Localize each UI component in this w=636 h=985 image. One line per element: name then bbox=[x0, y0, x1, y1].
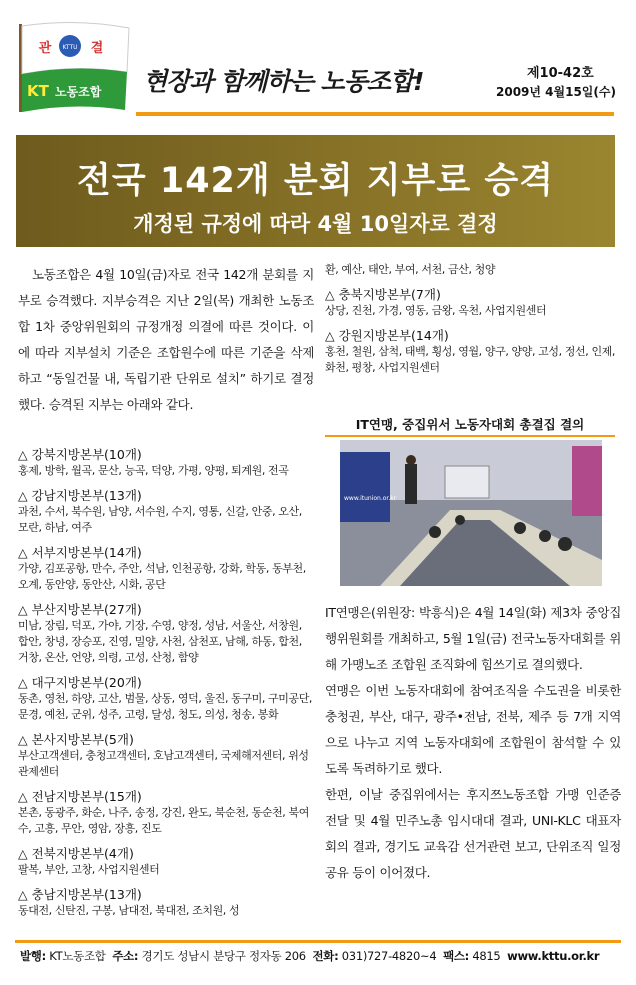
region-name: △ 강북지방본부(10개) bbox=[18, 447, 142, 462]
region-members: 가양, 김포공항, 만수, 주안, 석남, 인천공항, 강화, 학동, 동부천, 오계, 동안양, 동안산, 시화, 공단 bbox=[18, 562, 306, 591]
region-block bbox=[18, 731, 314, 780]
photo-banner-text: www.itunion.or.kr bbox=[344, 495, 397, 502]
issue-date: 2009년 4월15일(수) bbox=[496, 85, 616, 99]
region-members: 미남, 장림, 덕포, 가야, 기장, 수영, 양정, 성남, 서울산, 서창원, 합안, 창녕, 장승포, 진영, 밀양, 사천, 삼천포, 남해, 하동, 합천, 거창, 온산, 언양, 의령, 고성, 산청, 함양 bbox=[18, 619, 302, 664]
region-members: 환, 예산, 태안, 부여, 서천, 금산, 청양 bbox=[325, 263, 496, 276]
region-name: △ 충남지방본부(13개) bbox=[18, 887, 142, 902]
region-block bbox=[18, 788, 314, 837]
region-name: △ 서부지방본부(14개) bbox=[18, 545, 142, 560]
footer-rule bbox=[15, 940, 621, 943]
address: 경기도 성남시 분당구 정자동 206 bbox=[141, 949, 306, 963]
region-name: △ 본사지방본부(5개) bbox=[18, 732, 134, 747]
region-members: 팔복, 부안, 고창, 사업지원센터 bbox=[18, 863, 160, 876]
story-paragraph: 연맹은 이번 노동자대회에 참여조직을 수도권을 비롯한 충청권, 부산, 대구, 광주•전남, 전북, 제주 등 7개 지역으로 나누고 지역 노동자대회에 조합원이 참석할 수 있도록 독려하기로 했다. bbox=[325, 683, 621, 776]
headline: 전국 142개 분회 지부로 승격 bbox=[77, 161, 554, 201]
region-members: 본촌, 동광주, 화순, 나주, 송정, 강진, 완도, 북순천, 동순천, 북여수, 고흥, 무안, 영암, 장흥, 진도 bbox=[18, 806, 309, 835]
story-rule bbox=[325, 435, 615, 437]
phone-label: 전화: bbox=[312, 949, 339, 963]
headline-banner bbox=[16, 135, 615, 247]
svg-text:KT: KT bbox=[27, 82, 49, 100]
region-name: △ 부산지방본부(27개) bbox=[18, 602, 142, 617]
region-members: 부산고객센터, 충청고객센터, 호남고객센터, 국제해저센터, 위성관제센터 bbox=[18, 749, 309, 778]
region-name: △ 강원지방본부(14개) bbox=[325, 328, 449, 343]
logo-emblem-text: KTTU bbox=[62, 44, 78, 51]
region-block bbox=[18, 845, 314, 878]
footer bbox=[20, 948, 620, 964]
svg-text:결: 결 bbox=[90, 41, 104, 56]
story-paragraph: 한편, 이날 중집위에서는 후지쯔노동조합 가맹 인준증 전달 및 4월 민주노총 임시대대 결과, UNI-KLC 대표자회의 결과, 경기도 교육감 선거관련 보고, 단위조직 일정공유 등이 이어졌다. bbox=[325, 787, 621, 880]
region-name: △ 전북지방본부(4개) bbox=[18, 846, 134, 861]
story-paragraph: IT연맹은(위원장: 박흥식)은 4월 14일(화) 제3차 중앙집행위원회를 개최하고, 5월 1일(금) 전국노동자대회를 위해 가맹노조 조합원 조직화에 힘쓰기로 결의했다. bbox=[325, 605, 621, 672]
publisher-label: 발행: bbox=[20, 949, 46, 963]
story-body bbox=[325, 600, 621, 886]
region-block bbox=[18, 601, 314, 666]
publisher: KT노동조합 bbox=[49, 949, 106, 963]
region-members: 과천, 수서, 북수원, 남양, 서수원, 수지, 영통, 신갈, 안중, 오산, 모란, 하남, 여주 bbox=[18, 505, 302, 534]
story-title: IT연맹, 중집위서 노동자대회 총결집 결의 bbox=[355, 417, 585, 432]
region-members: 상당, 진천, 가경, 영동, 금왕, 옥천, 사업지원센터 bbox=[325, 304, 547, 317]
region-name: △ 강남지방본부(13개) bbox=[18, 488, 142, 503]
region-members: 홍천, 철원, 삼척, 태백, 횡성, 영월, 양구, 양양, 고성, 정선, 인제, 화천, 평창, 사업지원센터 bbox=[325, 345, 615, 374]
website-link[interactable]: www.kttu.or.kr bbox=[507, 949, 600, 963]
region-block bbox=[18, 446, 314, 479]
svg-text:노동조합: 노동조합 bbox=[55, 85, 102, 99]
address-label: 주소: bbox=[112, 949, 139, 963]
fax: 4815 bbox=[472, 949, 501, 963]
union-flag-logo bbox=[15, 14, 133, 114]
masthead-rule bbox=[136, 112, 614, 116]
lead-paragraph: 노동조합은 4월 10일(금)자로 전국 142개 분회를 지부로 승격했다. 지부승격은 지난 2일(목) 개최한 노동조합 1차 중앙위원회의 규정개정 의결에 따른 것이다. 이에 따라 지부설치 기준은 조합원수에 따른 기준을 삭제하고 “동일건물 내, 독립기관 단위로 설치” 하기로 결정했다. 승격된 지부는 아래와 같다. bbox=[18, 267, 314, 412]
region-block bbox=[18, 487, 314, 536]
region-continuation bbox=[325, 262, 620, 278]
region-members: 동대전, 신탄진, 구봉, 남대전, 북대전, 조치원, 성 bbox=[18, 904, 240, 917]
masthead-slogan: 현장과 함께하는 노동조합! bbox=[143, 67, 424, 96]
fax-label: 팩스: bbox=[443, 949, 469, 963]
region-list-right bbox=[325, 262, 620, 384]
svg-text:관: 관 bbox=[38, 41, 52, 56]
phone: 031)727-4820~4 bbox=[341, 949, 437, 963]
region-block bbox=[18, 544, 314, 593]
region-block bbox=[325, 286, 620, 319]
region-members: 동촌, 영천, 하양, 고산, 범물, 상동, 영덕, 울진, 동구미, 구미공단, 문경, 예천, 군위, 성주, 고령, 달성, 청도, 의성, 청송, 봉화 bbox=[18, 692, 313, 721]
meeting-photo bbox=[340, 440, 602, 586]
subheadline: 개정된 규정에 따라 4월 10일자로 결정 bbox=[133, 212, 498, 236]
region-list-left bbox=[18, 446, 314, 927]
region-members: 홍제, 방학, 월곡, 문산, 능곡, 덕양, 가평, 양평, 퇴계원, 전곡 bbox=[18, 464, 289, 477]
issue-number: 제10-42호 bbox=[527, 66, 594, 81]
region-name: △ 전남지방본부(15개) bbox=[18, 789, 142, 804]
region-name: △ 대구지방본부(20개) bbox=[18, 675, 142, 690]
region-block bbox=[325, 327, 620, 376]
region-block bbox=[18, 886, 314, 919]
region-block bbox=[18, 674, 314, 723]
region-name: △ 충북지방본부(7개) bbox=[325, 287, 441, 302]
